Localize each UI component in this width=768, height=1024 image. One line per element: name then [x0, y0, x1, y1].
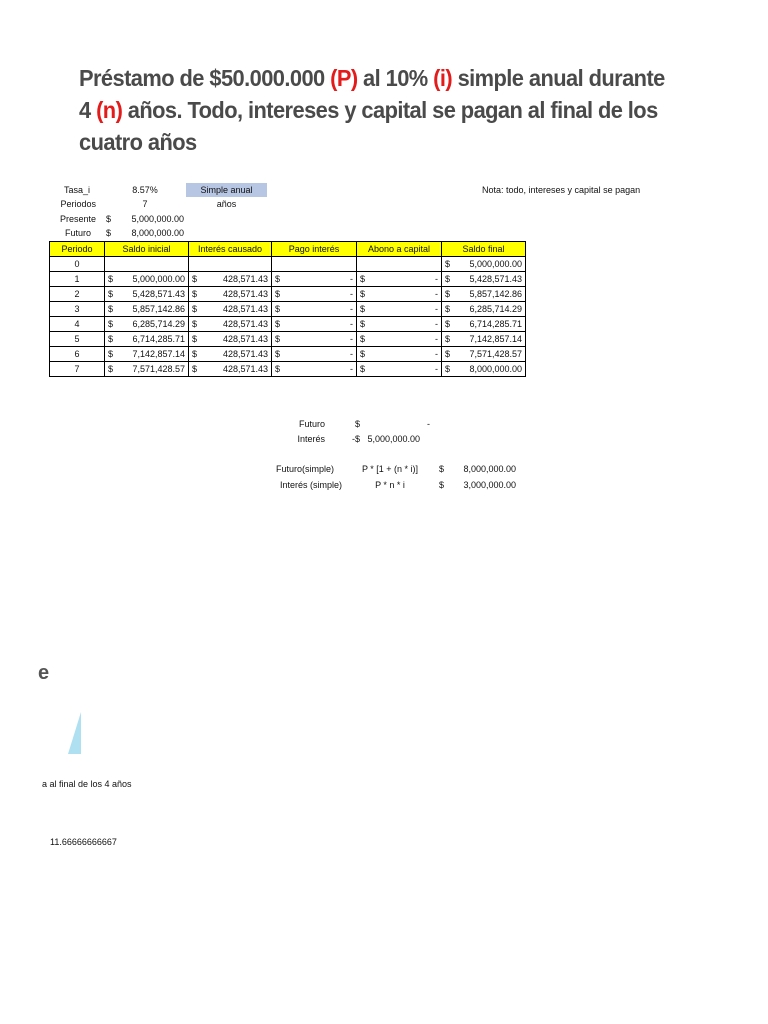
cell-interes-causado[interactable]: [189, 287, 272, 302]
futuro-value[interactable]: 8,000,000.00: [131, 228, 184, 238]
currency-symbol: $: [445, 348, 451, 359]
cell-interes-causado[interactable]: [189, 257, 272, 272]
cell-periodo[interactable]: 0: [50, 257, 105, 272]
amount: -: [435, 363, 438, 374]
col-header-periodo[interactable]: Periodo: [50, 242, 105, 257]
currency-symbol: $: [360, 363, 366, 374]
partial-heading-letter: e: [38, 662, 50, 684]
partial-note-text: a al final de los 4 años: [42, 779, 132, 789]
cell-saldo-inicial[interactable]: [105, 332, 189, 347]
summary-interes-label: Interés: [297, 434, 325, 444]
title-text: Préstamo de $50.000.000: [79, 65, 331, 91]
cell-abono-capital[interactable]: [357, 347, 442, 362]
cell-saldo-inicial[interactable]: [105, 302, 189, 317]
amount: 428,571.43: [222, 348, 268, 359]
currency-symbol: $: [192, 363, 198, 374]
cell-pago-interes[interactable]: [272, 272, 357, 287]
futuro-simple-formula: P * [1 + (n * i)]: [361, 464, 419, 474]
cell-interes-causado[interactable]: [189, 347, 272, 362]
amount: 5,428,571.43: [132, 288, 185, 299]
amount: 7,142,857.14: [469, 333, 522, 344]
currency-symbol: $: [192, 333, 198, 344]
cell-interes-causado[interactable]: [189, 272, 272, 287]
col-header-abono-capital[interactable]: Abono a capital: [357, 242, 442, 257]
title-p-marker: (P): [330, 65, 358, 91]
currency-symbol: $: [445, 273, 451, 284]
tasa-label: Tasa_i: [63, 185, 90, 195]
table-row: [50, 347, 526, 362]
currency-symbol: $: [192, 288, 198, 299]
currency-symbol: $: [275, 288, 281, 299]
periodos-value[interactable]: 7: [142, 199, 148, 209]
currency-symbol: $: [360, 333, 366, 344]
table-row: [50, 317, 526, 332]
cell-saldo-final[interactable]: [442, 362, 526, 377]
periodos-unit: años: [216, 199, 237, 209]
cell-saldo-final[interactable]: [442, 272, 526, 287]
amount: 6,714,285.71: [132, 333, 185, 344]
title-text: 4: [79, 97, 97, 123]
amount: 7,571,428.57: [132, 363, 185, 374]
page-title: [79, 62, 734, 162]
cell-saldo-inicial[interactable]: [105, 317, 189, 332]
summary-futuro-label: Futuro: [298, 419, 325, 429]
currency-symbol: $: [275, 363, 281, 374]
cell-abono-capital[interactable]: [357, 302, 442, 317]
cell-pago-interes[interactable]: [272, 362, 357, 377]
cell-interes-causado[interactable]: [189, 317, 272, 332]
futuro-currency: $: [106, 228, 112, 238]
amount: 428,571.43: [222, 318, 268, 329]
tasa-value[interactable]: 8.57%: [132, 185, 158, 195]
amount: -: [350, 348, 353, 359]
cell-saldo-final[interactable]: [442, 287, 526, 302]
currency-symbol: $: [275, 303, 281, 314]
currency-symbol: $: [108, 318, 114, 329]
cell-saldo-inicial[interactable]: [105, 257, 189, 272]
cell-abono-capital[interactable]: [357, 317, 442, 332]
table-row: [50, 302, 526, 317]
summary-futuro-currency: $: [355, 419, 361, 429]
amount: 5,857,142.86: [469, 288, 522, 299]
currency-symbol: $: [360, 303, 366, 314]
title-text: al 10%: [357, 65, 434, 91]
amount: 7,571,428.57: [469, 348, 522, 359]
amount: -: [435, 348, 438, 359]
currency-symbol: $: [108, 333, 114, 344]
cell-interes-causado[interactable]: [189, 302, 272, 317]
currency-symbol: $: [108, 273, 114, 284]
amount: -: [350, 303, 353, 314]
col-header-saldo-inicial[interactable]: Saldo inicial: [105, 242, 189, 257]
title-text: años. Todo, intereses y capital se pagan al final de los: [122, 97, 658, 123]
title-text: simple anual durante: [452, 65, 665, 91]
table-row: [50, 257, 526, 272]
cell-pago-interes[interactable]: [272, 302, 357, 317]
cell-saldo-final[interactable]: [442, 347, 526, 362]
table-row: [50, 287, 526, 302]
col-header-pago-interes[interactable]: Pago interés: [272, 242, 357, 257]
cell-periodo[interactable]: 4: [50, 317, 105, 332]
amount: 5,000,000.00: [469, 258, 522, 269]
currency-symbol: $: [275, 273, 281, 284]
currency-symbol: $: [360, 288, 366, 299]
cell-pago-interes[interactable]: [272, 332, 357, 347]
cell-pago-interes[interactable]: [272, 347, 357, 362]
currency-symbol: $: [192, 348, 198, 359]
amount: 5,000,000.00: [132, 273, 185, 284]
presente-currency: $: [106, 214, 112, 224]
currency-symbol: $: [192, 318, 198, 329]
amount: -: [435, 288, 438, 299]
amount: 428,571.43: [222, 288, 268, 299]
amortization-table: [49, 241, 526, 377]
amount: -: [350, 288, 353, 299]
cell-interes-causado[interactable]: [189, 332, 272, 347]
cell-saldo-final[interactable]: [442, 317, 526, 332]
table-row: [50, 332, 526, 347]
cell-periodo[interactable]: 6: [50, 347, 105, 362]
futuro-simple-currency: $: [439, 464, 445, 474]
currency-symbol: $: [445, 318, 451, 329]
currency-symbol: $: [275, 333, 281, 344]
cell-periodo[interactable]: 7: [50, 362, 105, 377]
currency-symbol: $: [192, 273, 198, 284]
amount: 6,714,285.71: [469, 318, 522, 329]
nota-text: Nota: todo, intereses y capital se pagan: [482, 185, 641, 195]
tasa-type[interactable]: Simple anual: [186, 183, 267, 197]
cell-pago-interes[interactable]: [272, 287, 357, 302]
interes-simple-currency: $: [439, 480, 445, 490]
cell-abono-capital[interactable]: [357, 332, 442, 347]
col-header-saldo-final[interactable]: Saldo final: [442, 242, 526, 257]
futuro-label: Futuro: [64, 228, 91, 238]
amount: -: [435, 273, 438, 284]
currency-symbol: $: [445, 333, 451, 344]
cell-abono-capital[interactable]: [357, 272, 442, 287]
currency-symbol: $: [108, 303, 114, 314]
amount: -: [350, 363, 353, 374]
amount: -: [350, 318, 353, 329]
amount: -: [435, 303, 438, 314]
cell-periodo[interactable]: 5: [50, 332, 105, 347]
futuro-simple-label: Futuro(simple): [275, 464, 334, 474]
currency-symbol: $: [360, 273, 366, 284]
currency-symbol: $: [192, 303, 198, 314]
amount: 8,000,000.00: [469, 363, 522, 374]
cell-pago-interes[interactable]: [272, 257, 357, 272]
table-row: [50, 362, 526, 377]
summary-futuro-value[interactable]: -: [427, 419, 430, 429]
currency-symbol: $: [445, 288, 451, 299]
amount: 428,571.43: [222, 303, 268, 314]
currency-symbol: $: [360, 348, 366, 359]
currency-symbol: $: [108, 363, 114, 374]
col-header-interes-causado[interactable]: Interés causado: [189, 242, 272, 257]
table-header-row: [50, 242, 526, 257]
amount: 428,571.43: [222, 363, 268, 374]
currency-symbol: $: [445, 303, 451, 314]
amount: 6,285,714.29: [132, 318, 185, 329]
summary-interes-value[interactable]: -$ 5,000,000.00: [352, 434, 421, 444]
partial-shape: [68, 712, 81, 754]
cell-saldo-inicial[interactable]: [105, 272, 189, 287]
amount: 5,428,571.43: [469, 273, 522, 284]
amount: 6,285,714.29: [469, 303, 522, 314]
amount: -: [350, 333, 353, 344]
title-n-marker: (n): [96, 97, 123, 123]
cell-saldo-inicial[interactable]: [105, 287, 189, 302]
cell-interes-causado[interactable]: [189, 362, 272, 377]
amount: 5,857,142.86: [132, 303, 185, 314]
cell-periodo[interactable]: 2: [50, 287, 105, 302]
presente-value[interactable]: 5,000,000.00: [131, 214, 184, 224]
title-i-marker: (i): [433, 65, 453, 91]
amount: -: [350, 273, 353, 284]
cell-abono-capital[interactable]: [357, 287, 442, 302]
partial-number[interactable]: 11.66666666667: [50, 837, 117, 847]
cell-periodo[interactable]: 3: [50, 302, 105, 317]
amount: -: [435, 318, 438, 329]
amount: -: [435, 333, 438, 344]
amount: 7,142,857.14: [132, 348, 185, 359]
currency-symbol: $: [108, 348, 114, 359]
futuro-simple-value[interactable]: 8,000,000.00: [463, 464, 516, 474]
cell-saldo-final[interactable]: [442, 332, 526, 347]
periodos-label: Periodos: [60, 199, 96, 209]
interes-simple-formula: P * n * i: [375, 480, 405, 490]
cell-abono-capital[interactable]: [357, 257, 442, 272]
table-row: [50, 272, 526, 287]
cell-saldo-inicial[interactable]: [105, 362, 189, 377]
interes-simple-value[interactable]: 3,000,000.00: [463, 480, 516, 490]
currency-symbol: $: [445, 363, 451, 374]
currency-symbol: $: [275, 348, 281, 359]
cell-saldo-inicial[interactable]: [105, 347, 189, 362]
presente-label: Presente: [59, 214, 96, 224]
cell-saldo-final[interactable]: [442, 302, 526, 317]
title-text: cuatro años: [79, 129, 197, 155]
amount: 428,571.43: [222, 273, 268, 284]
interes-simple-label: Interés (simple): [279, 480, 342, 490]
currency-symbol: $: [445, 258, 451, 269]
cell-saldo-final[interactable]: [442, 257, 526, 272]
currency-symbol: $: [108, 288, 114, 299]
currency-symbol: $: [275, 318, 281, 329]
cell-pago-interes[interactable]: [272, 317, 357, 332]
cell-periodo[interactable]: 1: [50, 272, 105, 287]
currency-symbol: $: [360, 318, 366, 329]
cell-abono-capital[interactable]: [357, 362, 442, 377]
amount: 428,571.43: [222, 333, 268, 344]
